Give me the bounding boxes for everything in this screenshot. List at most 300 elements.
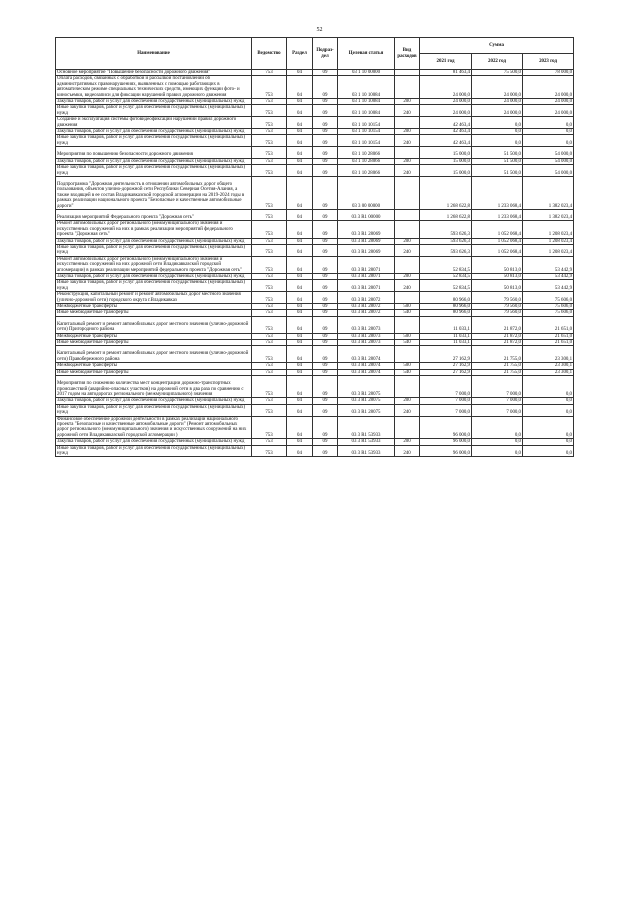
row-vid: 540 bbox=[395, 340, 420, 346]
row-name: Создание и эксплуатация системы фотовидеофиксации нарушений правил дорожного движения bbox=[56, 117, 252, 129]
row-sum-2023: 23 300,1 bbox=[523, 369, 574, 375]
table-body bbox=[56, 70, 574, 457]
row-vedomstvo: 753 bbox=[252, 158, 287, 164]
row-sum-2021: 15 000,0 bbox=[420, 147, 472, 158]
row-vedomstvo: 753 bbox=[252, 176, 287, 209]
row-name: Иные межбюджетные трансферты bbox=[56, 340, 252, 346]
row-razdel: 04 bbox=[287, 274, 313, 280]
row-vid: 200 bbox=[395, 158, 420, 164]
row-razdel: 04 bbox=[287, 147, 313, 158]
row-sum-2021: 27 162,9 bbox=[420, 346, 472, 363]
row-name: Оплата расходов, связанных с обработкой и рассылкой постановлений об административных правонарушениях, выявленных с помощью работающих в автоматическом режиме специальных технических средств, имеющих функции фото- и киносъемки, видеозаписи для фиксации нарушений правил дорожного движения bbox=[56, 76, 252, 99]
row-razdel: 04 bbox=[287, 304, 313, 310]
row-sum-2021: 7 000,0 bbox=[420, 376, 472, 398]
row-podrazdel: 09 bbox=[313, 333, 338, 339]
row-vedomstvo: 753 bbox=[252, 439, 287, 445]
row-razdel: 04 bbox=[287, 376, 313, 398]
row-sum-2022: 51 500,0 bbox=[472, 147, 523, 158]
row-article: 03 3 R1 28075 bbox=[338, 398, 395, 404]
row-article: 03 3 R1 28069 bbox=[338, 238, 395, 244]
row-article: 03 3 R1 28071 bbox=[338, 274, 395, 280]
row-sum-2022: 79 560,0 bbox=[472, 304, 523, 310]
header-podrazdel-line1: Подраз- bbox=[316, 48, 334, 54]
row-name: Мероприятия по повышению безопасности дорожного движения bbox=[56, 147, 252, 158]
row-sum-2023: 0,0 bbox=[523, 129, 574, 135]
row-razdel: 04 bbox=[287, 158, 313, 164]
row-sum-2023: 0,0 bbox=[523, 416, 574, 439]
row-sum-2022: 79 560,0 bbox=[472, 310, 523, 316]
row-sum-2023: 54 000,0 bbox=[523, 165, 574, 177]
row-razdel: 04 bbox=[287, 369, 313, 375]
header-article: Целевая статья bbox=[338, 38, 395, 70]
row-sum-2023: 0,0 bbox=[523, 404, 574, 416]
row-sum-2021: 7 000,0 bbox=[420, 398, 472, 404]
row-sum-2021: 42 463,4 bbox=[420, 117, 472, 129]
row-sum-2022: 75 500,0 bbox=[472, 70, 523, 76]
row-article: 03 1 10 28066 bbox=[338, 165, 395, 177]
row-razdel: 04 bbox=[287, 310, 313, 316]
row-vid: 240 bbox=[395, 445, 420, 457]
row-name: Иные закупки товаров, работ и услуг для обеспечения государственных (муниципальных) нужд bbox=[56, 105, 252, 117]
row-article: 03 1 10 28066 bbox=[338, 158, 395, 164]
row-podrazdel: 09 bbox=[313, 340, 338, 346]
row-sum-2022: 7 000,0 bbox=[472, 398, 523, 404]
row-vid bbox=[395, 316, 420, 333]
row-podrazdel: 09 bbox=[313, 310, 338, 316]
row-vedomstvo: 753 bbox=[252, 105, 287, 117]
row-razdel: 04 bbox=[287, 70, 313, 76]
row-sum-2022: 1 233 068,4 bbox=[472, 209, 523, 220]
row-razdel: 04 bbox=[287, 416, 313, 439]
row-razdel: 04 bbox=[287, 244, 313, 256]
row-vid bbox=[395, 147, 420, 158]
row-name: Закупка товаров, работ и услуг для обеспечения государственных (муниципальных) нужд bbox=[56, 129, 252, 135]
row-podrazdel: 09 bbox=[313, 129, 338, 135]
row-sum-2022: 0,0 bbox=[472, 129, 523, 135]
row-sum-2023: 23 300,1 bbox=[523, 346, 574, 363]
row-sum-2023: 0,0 bbox=[523, 135, 574, 147]
row-vedomstvo: 753 bbox=[252, 135, 287, 147]
row-podrazdel: 09 bbox=[313, 363, 338, 369]
row-razdel: 04 bbox=[287, 135, 313, 147]
row-sum-2021: 81 463,4 bbox=[420, 70, 472, 76]
row-name: Межбюджетные трансферты bbox=[56, 304, 252, 310]
row-vedomstvo: 753 bbox=[252, 209, 287, 220]
row-sum-2022: 50 813,0 bbox=[472, 274, 523, 280]
row-sum-2023: 53 442,9 bbox=[523, 274, 574, 280]
row-sum-2021: 11 033,1 bbox=[420, 316, 472, 333]
row-article: 03 1 10 10084 bbox=[338, 105, 395, 117]
row-name: Иные закупки товаров, работ и услуг для обеспечения государственных (муниципальных) нужд bbox=[56, 280, 252, 292]
row-razdel: 04 bbox=[287, 238, 313, 244]
row-name: Иные закупки товаров, работ и услуг для обеспечения государственных (муниципальных) нужд bbox=[56, 244, 252, 256]
row-vid: 500 bbox=[395, 333, 420, 339]
row-podrazdel: 09 bbox=[313, 316, 338, 333]
row-sum-2022: 0,0 bbox=[472, 439, 523, 445]
row-sum-2022: 1 052 068,4 bbox=[472, 244, 523, 256]
row-razdel: 04 bbox=[287, 105, 313, 117]
row-vid bbox=[395, 176, 420, 209]
row-sum-2023: 24 000,0 bbox=[523, 105, 574, 117]
row-razdel: 04 bbox=[287, 439, 313, 445]
table-row bbox=[56, 221, 574, 238]
row-vid bbox=[395, 76, 420, 99]
table-row bbox=[56, 209, 574, 220]
row-sum-2022: 24 000,0 bbox=[472, 105, 523, 117]
row-article: 03 3 R1 53933 bbox=[338, 439, 395, 445]
row-article: 03 3 R1 00000 bbox=[338, 209, 395, 220]
row-article: 03 3 R1 28069 bbox=[338, 244, 395, 256]
row-sum-2023: 0,0 bbox=[523, 398, 574, 404]
row-podrazdel: 09 bbox=[313, 404, 338, 416]
row-sum-2021: 42 463,4 bbox=[420, 135, 472, 147]
row-vedomstvo: 753 bbox=[252, 398, 287, 404]
row-vedomstvo: 753 bbox=[252, 129, 287, 135]
row-vid bbox=[395, 346, 420, 363]
row-vid bbox=[395, 209, 420, 220]
row-vedomstvo: 753 bbox=[252, 244, 287, 256]
row-razdel: 04 bbox=[287, 209, 313, 220]
row-sum-2023: 78 000,0 bbox=[523, 70, 574, 76]
table-row bbox=[56, 76, 574, 99]
row-sum-2021: 27 162,9 bbox=[420, 363, 472, 369]
row-sum-2021: 52 834,5 bbox=[420, 274, 472, 280]
row-razdel: 04 bbox=[287, 404, 313, 416]
row-vedomstvo: 753 bbox=[252, 445, 287, 457]
row-article: 03 1 10 10084 bbox=[338, 76, 395, 99]
row-name: Иные закупки товаров, работ и услуг для обеспечения государственных (муниципальных) нужд bbox=[56, 404, 252, 416]
row-article: 03 1 10 00000 bbox=[338, 70, 395, 76]
row-sum-2023: 23 300,1 bbox=[523, 363, 574, 369]
row-vedomstvo: 753 bbox=[252, 369, 287, 375]
row-article: 03 3 R1 53933 bbox=[338, 445, 395, 457]
row-podrazdel: 09 bbox=[313, 445, 338, 457]
row-name: Закупка товаров, работ и услуг для обеспечения государственных (муниципальных) нужд bbox=[56, 398, 252, 404]
row-sum-2022: 24 000,0 bbox=[472, 76, 523, 99]
row-vedomstvo: 753 bbox=[252, 340, 287, 346]
row-sum-2022: 0,0 bbox=[472, 135, 523, 147]
row-podrazdel: 09 bbox=[313, 135, 338, 147]
row-sum-2021: 15 000,0 bbox=[420, 158, 472, 164]
header-name: Наименование bbox=[56, 38, 252, 70]
row-sum-2021: 1 268 622,8 bbox=[420, 176, 472, 209]
row-vedomstvo: 753 bbox=[252, 256, 287, 273]
row-name: Закупка товаров, работ и услуг для обеспечения государственных (муниципальных) нужд bbox=[56, 274, 252, 280]
row-sum-2022: 24 000,0 bbox=[472, 99, 523, 105]
row-name: Ремонт автомобильных дорог регионального (межмуниципального) значения и искусственных сооружений на них дорожной сети Владикавказской городской агломерации) в рамках реализации мероприятий федерального проекта "Дорожная сеть" bbox=[56, 256, 252, 273]
row-podrazdel: 09 bbox=[313, 416, 338, 439]
row-sum-2021: 593 626,3 bbox=[420, 238, 472, 244]
table-row bbox=[56, 316, 574, 333]
row-sum-2021: 80 966,0 bbox=[420, 292, 472, 304]
row-podrazdel: 09 bbox=[313, 280, 338, 292]
row-name: Финансовое обеспечение дорожной деятельности в рамках реализации национального проекта "Безопасные и качественные автомобильные дороги" (Ремонт автомобильных дорог регионального (межмуниципального) значения и искусственных сооружений на них дорожной сети Владикавказской городской агломерации ) bbox=[56, 416, 252, 439]
row-vedomstvo: 753 bbox=[252, 346, 287, 363]
row-vid: 200 bbox=[395, 274, 420, 280]
row-podrazdel: 09 bbox=[313, 369, 338, 375]
row-podrazdel: 09 bbox=[313, 105, 338, 117]
row-podrazdel: 09 bbox=[313, 244, 338, 256]
row-vid: 240 bbox=[395, 280, 420, 292]
row-podrazdel: 09 bbox=[313, 176, 338, 209]
table-row bbox=[56, 256, 574, 273]
row-sum-2021: 24 000,0 bbox=[420, 105, 472, 117]
row-sum-2021: 11 033,1 bbox=[420, 340, 472, 346]
row-sum-2023: 1 382 023,4 bbox=[523, 209, 574, 220]
table-row bbox=[56, 117, 574, 129]
header-vid-line2: расходов bbox=[397, 53, 417, 59]
row-name: Межбюджетные трансферты bbox=[56, 363, 252, 369]
row-sum-2022: 21 755,0 bbox=[472, 363, 523, 369]
row-sum-2023: 21 651,0 bbox=[523, 333, 574, 339]
row-sum-2023: 0,0 bbox=[523, 117, 574, 129]
row-podrazdel: 09 bbox=[313, 209, 338, 220]
row-article: 03 1 10 28066 bbox=[338, 147, 395, 158]
table-row bbox=[56, 165, 574, 177]
row-razdel: 04 bbox=[287, 333, 313, 339]
row-article: 03 3 R1 28073 bbox=[338, 340, 395, 346]
row-article: 03 3 R1 28073 bbox=[338, 333, 395, 339]
row-name: Иные закупки товаров, работ и услуг для обеспечения государственных (муниципальных) нужд bbox=[56, 135, 252, 147]
row-vid bbox=[395, 117, 420, 129]
header-podrazdel-line2: дел bbox=[321, 53, 329, 59]
row-sum-2021: 52 834,5 bbox=[420, 280, 472, 292]
row-sum-2023: 54 000,0 bbox=[523, 147, 574, 158]
row-name: Капитальный ремонт и ремонт автомобильных дорог местного значения (улично-дорожной сети) Пригородного района bbox=[56, 316, 252, 333]
row-article: 03 1 10 10154 bbox=[338, 117, 395, 129]
row-vedomstvo: 753 bbox=[252, 274, 287, 280]
row-name: Закупка товаров, работ и услуг для обеспечения государственных (муниципальных) нужд bbox=[56, 238, 252, 244]
row-vedomstvo: 753 bbox=[252, 165, 287, 177]
row-razdel: 04 bbox=[287, 221, 313, 238]
row-sum-2023: 0,0 bbox=[523, 445, 574, 457]
row-sum-2022: 1 233 068,4 bbox=[472, 176, 523, 209]
row-sum-2022: 21 872,0 bbox=[472, 333, 523, 339]
row-vid: 240 bbox=[395, 135, 420, 147]
row-podrazdel: 09 bbox=[313, 165, 338, 177]
row-podrazdel: 09 bbox=[313, 398, 338, 404]
row-article: 03 3 R1 28072 bbox=[338, 292, 395, 304]
row-sum-2022: 79 560,0 bbox=[472, 292, 523, 304]
header-razdel: Раздел bbox=[287, 38, 313, 70]
table-row bbox=[56, 280, 574, 292]
row-vid bbox=[395, 292, 420, 304]
table-row bbox=[56, 105, 574, 117]
row-sum-2021: 96 000,0 bbox=[420, 445, 472, 457]
row-sum-2021: 593 626,3 bbox=[420, 244, 472, 256]
row-razdel: 04 bbox=[287, 316, 313, 333]
row-vid: 200 bbox=[395, 238, 420, 244]
row-sum-2021: 80 966,0 bbox=[420, 304, 472, 310]
row-razdel: 04 bbox=[287, 256, 313, 273]
row-sum-2022: 0,0 bbox=[472, 416, 523, 439]
row-sum-2022: 21 872,0 bbox=[472, 316, 523, 333]
row-name: Иные межбюджетные трансферты bbox=[56, 369, 252, 375]
header-2021: 2021 год bbox=[420, 54, 472, 70]
row-vid bbox=[395, 416, 420, 439]
row-sum-2022: 21 755,0 bbox=[472, 369, 523, 375]
table-row bbox=[56, 346, 574, 363]
row-sum-2022: 0,0 bbox=[472, 117, 523, 129]
row-podrazdel: 09 bbox=[313, 304, 338, 310]
row-podrazdel: 09 bbox=[313, 274, 338, 280]
row-sum-2023: 0,0 bbox=[523, 376, 574, 398]
row-vid: 240 bbox=[395, 244, 420, 256]
row-sum-2021: 80 966,0 bbox=[420, 310, 472, 316]
row-vedomstvo: 753 bbox=[252, 70, 287, 76]
row-article: 03 3 R1 28073 bbox=[338, 316, 395, 333]
row-razdel: 04 bbox=[287, 398, 313, 404]
row-podrazdel: 09 bbox=[313, 117, 338, 129]
row-name: Реконструкция, капитальный ремонт и ремонт автомобильных дорог местного значения (улично-дорожной сети) городского округа г.Владикавказ bbox=[56, 292, 252, 304]
row-vid: 540 bbox=[395, 310, 420, 316]
row-vid bbox=[395, 376, 420, 398]
row-sum-2023: 0,0 bbox=[523, 439, 574, 445]
row-name: Иные межбюджетные трансферты bbox=[56, 310, 252, 316]
row-article: 03 3 R1 28071 bbox=[338, 256, 395, 273]
row-article: 03 3 R1 28074 bbox=[338, 346, 395, 363]
row-vid bbox=[395, 256, 420, 273]
header-vid bbox=[395, 38, 420, 70]
row-sum-2022: 7 000,0 bbox=[472, 404, 523, 416]
row-razdel: 04 bbox=[287, 346, 313, 363]
row-razdel: 04 bbox=[287, 165, 313, 177]
row-article: 03 3 R1 53933 bbox=[338, 416, 395, 439]
row-vid: 200 bbox=[395, 398, 420, 404]
header-vedomstvo: Ведомство bbox=[252, 38, 287, 70]
row-razdel: 04 bbox=[287, 280, 313, 292]
table-row bbox=[56, 445, 574, 457]
row-article: 03 3 R1 28071 bbox=[338, 280, 395, 292]
row-vid: 540 bbox=[395, 369, 420, 375]
row-sum-2021: 11 033,1 bbox=[420, 333, 472, 339]
row-vid: 200 bbox=[395, 439, 420, 445]
row-sum-2022: 1 052 068,4 bbox=[472, 221, 523, 238]
table-row bbox=[56, 404, 574, 416]
row-sum-2021: 593 626,3 bbox=[420, 221, 472, 238]
row-vid: 240 bbox=[395, 404, 420, 416]
row-vid: 240 bbox=[395, 105, 420, 117]
row-article: 03 3 R1 28074 bbox=[338, 363, 395, 369]
table-row bbox=[56, 135, 574, 147]
row-vid: 200 bbox=[395, 129, 420, 135]
row-vedomstvo: 753 bbox=[252, 292, 287, 304]
row-vedomstvo: 753 bbox=[252, 76, 287, 99]
row-sum-2023: 21 651,0 bbox=[523, 340, 574, 346]
row-name: Подпрограмма "Дорожная деятельность в отношении автомобильных дорог общего пользования, объектов улично-дорожной сети Республики Северная Осетия-Алания, а также входящей в ее состав Владикавказской городской агломерации на 2019-2024 годы в рамках реализации национального проекта "Безопасные и качественные автомобильные дороги" bbox=[56, 176, 252, 209]
row-article: 03 3 00 00000 bbox=[338, 176, 395, 209]
row-name: Реализация мероприятий Федерального проекта "Дорожная сеть" bbox=[56, 209, 252, 220]
row-article: 03 1 10 10154 bbox=[338, 129, 395, 135]
row-sum-2022: 21 755,0 bbox=[472, 346, 523, 363]
row-article: 03 3 R1 28075 bbox=[338, 376, 395, 398]
row-name: Основное мероприятие "Повышение безопасности дорожного движения" bbox=[56, 70, 252, 76]
row-sum-2022: 0,0 bbox=[472, 445, 523, 457]
row-razdel: 04 bbox=[287, 117, 313, 129]
row-sum-2021: 15 000,0 bbox=[420, 165, 472, 177]
row-article: 03 1 10 10154 bbox=[338, 135, 395, 147]
row-podrazdel: 09 bbox=[313, 76, 338, 99]
table-row bbox=[56, 416, 574, 439]
table-row bbox=[56, 292, 574, 304]
header-2022: 2022 год bbox=[472, 54, 523, 70]
row-name: Закупка товаров, работ и услуг для обеспечения государственных (муниципальных) нужд bbox=[56, 158, 252, 164]
row-vedomstvo: 753 bbox=[252, 238, 287, 244]
row-name: Ремонт автомобильных дорог регионального (межмуниципального) значения и искусственных сооружений на них в рамках реализации мероприятий федерального проекта "Дорожная сеть" bbox=[56, 221, 252, 238]
row-razdel: 04 bbox=[287, 445, 313, 457]
row-razdel: 04 bbox=[287, 340, 313, 346]
row-podrazdel: 09 bbox=[313, 238, 338, 244]
row-sum-2021: 96 000,0 bbox=[420, 416, 472, 439]
row-sum-2023: 75 606,0 bbox=[523, 304, 574, 310]
row-vedomstvo: 753 bbox=[252, 363, 287, 369]
row-vid: 240 bbox=[395, 165, 420, 177]
row-article: 03 3 R1 28072 bbox=[338, 310, 395, 316]
row-podrazdel: 09 bbox=[313, 292, 338, 304]
row-podrazdel: 09 bbox=[313, 439, 338, 445]
row-sum-2021: 52 834,5 bbox=[420, 256, 472, 273]
row-podrazdel: 09 bbox=[313, 346, 338, 363]
table-row bbox=[56, 244, 574, 256]
page-number: 52 bbox=[316, 27, 323, 33]
row-sum-2022: 51 500,0 bbox=[472, 165, 523, 177]
row-name: Капитальный ремонт и ремонт автомобильных дорог местного значения (улично-дорожной сети) Правобережного района bbox=[56, 346, 252, 363]
row-sum-2023: 24 000,0 bbox=[523, 76, 574, 99]
row-podrazdel: 09 bbox=[313, 158, 338, 164]
row-vedomstvo: 753 bbox=[252, 310, 287, 316]
row-name: Иные закупки товаров, работ и услуг для обеспечения государственных (муниципальных) нужд bbox=[56, 165, 252, 177]
row-sum-2022: 50 813,0 bbox=[472, 256, 523, 273]
row-name: Закупка товаров, работ и услуг для обеспечения государственных (муниципальных) нужд bbox=[56, 439, 252, 445]
row-name: Межбюджетные трансферты bbox=[56, 333, 252, 339]
row-sum-2021: 27 162,9 bbox=[420, 369, 472, 375]
row-vedomstvo: 753 bbox=[252, 404, 287, 416]
row-podrazdel: 09 bbox=[313, 376, 338, 398]
row-sum-2022: 50 813,0 bbox=[472, 280, 523, 292]
table-row bbox=[56, 376, 574, 398]
row-razdel: 04 bbox=[287, 99, 313, 105]
header-summa: Сумма bbox=[420, 38, 574, 54]
header-vid-line1: Вид bbox=[402, 48, 412, 54]
row-sum-2023: 1 208 023,4 bbox=[523, 238, 574, 244]
table-row bbox=[56, 147, 574, 158]
row-vedomstvo: 753 bbox=[252, 316, 287, 333]
row-podrazdel: 09 bbox=[313, 147, 338, 158]
row-razdel: 04 bbox=[287, 363, 313, 369]
header-podrazdel bbox=[313, 38, 338, 70]
header-2023: 2023 год bbox=[523, 54, 574, 70]
row-sum-2023: 1 208 023,4 bbox=[523, 244, 574, 256]
row-name: Мероприятия по снижению количества мест концентрации дорожно-транспортных происшествий (аварийно-опасных участков) на дорожной сети в два раза по сравнению с 2017 годом на автодорогах регионального (межмуниципального) значения bbox=[56, 376, 252, 398]
row-sum-2023: 54 000,0 bbox=[523, 158, 574, 164]
row-sum-2023: 1 382 023,4 bbox=[523, 176, 574, 209]
row-article: 03 3 R1 28075 bbox=[338, 404, 395, 416]
row-podrazdel: 09 bbox=[313, 221, 338, 238]
row-vid bbox=[395, 221, 420, 238]
row-razdel: 04 bbox=[287, 176, 313, 209]
row-razdel: 04 bbox=[287, 292, 313, 304]
row-vedomstvo: 753 bbox=[252, 221, 287, 238]
row-sum-2023: 75 606,0 bbox=[523, 310, 574, 316]
row-podrazdel: 09 bbox=[313, 70, 338, 76]
row-vid: 500 bbox=[395, 363, 420, 369]
row-podrazdel: 09 bbox=[313, 99, 338, 105]
row-sum-2023: 21 651,0 bbox=[523, 316, 574, 333]
row-article: 03 1 10 10084 bbox=[338, 99, 395, 105]
row-vedomstvo: 753 bbox=[252, 416, 287, 439]
row-article: 03 3 R1 28069 bbox=[338, 221, 395, 238]
row-vedomstvo: 753 bbox=[252, 280, 287, 292]
